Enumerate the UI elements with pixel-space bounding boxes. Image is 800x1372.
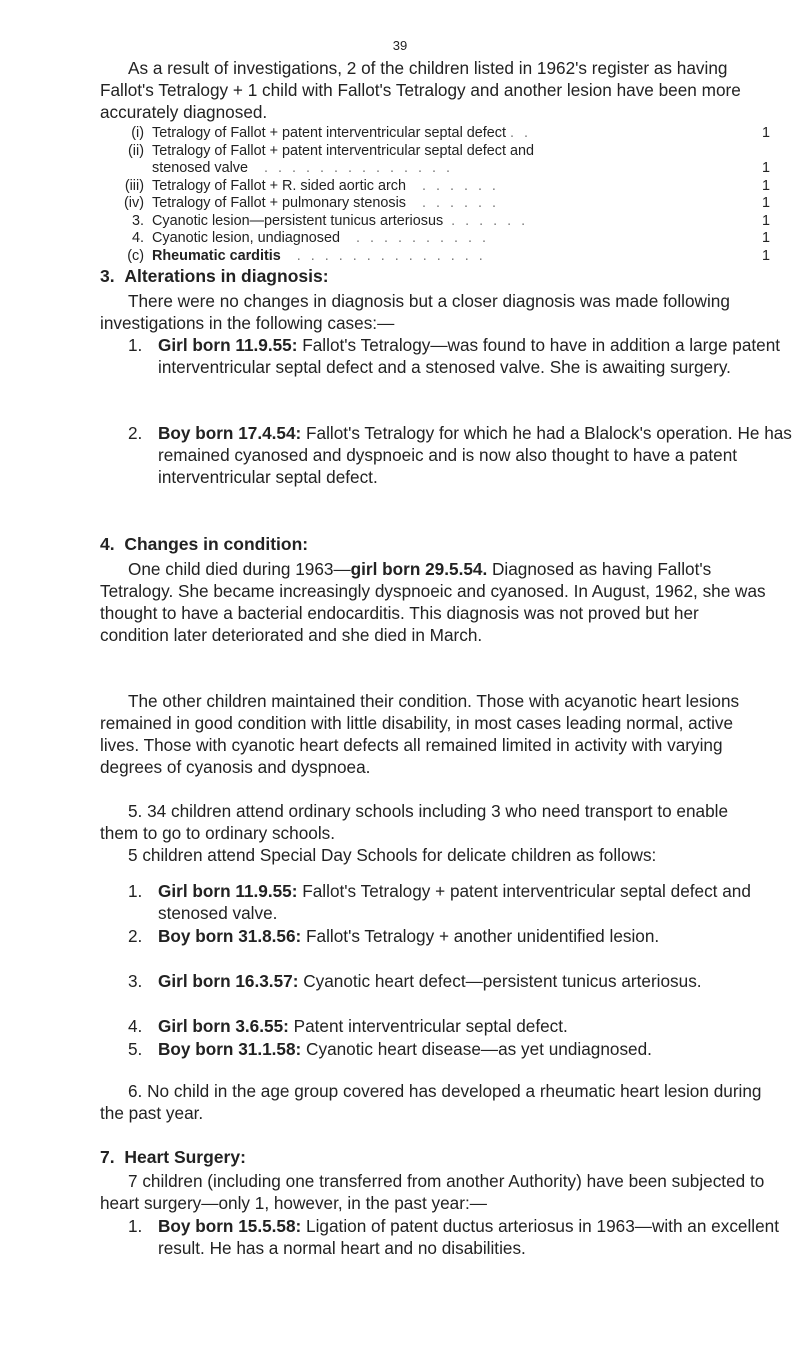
list-item-label: (i) (131, 125, 144, 141)
list-item (128, 334, 800, 378)
list-item-count: 1 (761, 212, 770, 229)
list-item (128, 422, 800, 488)
item-text: Patent interventricular septal defect. (288, 1016, 568, 1036)
list-item (128, 1038, 800, 1060)
list-item (106, 178, 770, 196)
item-label: Boy born 17.4.54: (158, 423, 302, 443)
paragraph-bold: girl born 29.5.54. (350, 559, 488, 579)
section-number: 3. (100, 266, 115, 286)
section-title: Changes in condition: (124, 534, 309, 554)
list-item-label: 4. (131, 230, 144, 246)
list-item (106, 143, 770, 161)
list-item-count: 1 (761, 230, 770, 246)
item-number: 1. (128, 1216, 143, 1236)
list-item-text: Tetralogy of Fallot + pulmonary stenosis (152, 195, 406, 211)
item-label: Boy born 31.8.56: (158, 926, 302, 946)
list-item-text: Rheumatic carditis (152, 247, 281, 264)
list-item (128, 1015, 800, 1037)
paragraph-text: Diagnosed as having Fallot's Tetralogy. She became increasingly dyspnoeic and cyanosed. In August, 1962, she was thought to have a bacterial endocarditis. This diagnosis was not proved but her condition later deteriorated and she died in March. (100, 559, 766, 645)
item-number: 2. (128, 926, 143, 946)
intro-paragraph: As a result of investigations, 2 of the children listed in 1962's register as having Fallot's Tetralogy + 1 child with Fallot's Tetralogy and another lesion have been more accurately diagnosed. (100, 58, 741, 122)
item-number: 1. (128, 335, 143, 355)
list-item-count: 1 (761, 247, 770, 264)
list-item (128, 970, 800, 992)
list-item-text: stenosed valve (152, 160, 248, 176)
list-item-label: 3. (131, 212, 144, 229)
section-heading (100, 533, 308, 555)
paragraph (100, 558, 770, 646)
item-text: Ligation of patent ductus arteriosus in 1963—with an excellent result. He has a normal heart and no disabilities. (158, 1216, 780, 1258)
page-number: 39 (392, 38, 408, 53)
item-number: 2. (128, 423, 143, 443)
list-item-dots: . . . . . . . . . . (356, 230, 489, 246)
section-title: Alterations in diagnosis: (124, 266, 329, 286)
list-item-dots: . . . . . . . . . . . . . . (264, 160, 453, 176)
list-item-label: (ii) (128, 142, 144, 159)
paragraph-text: One child died during 1963— (128, 559, 351, 579)
list-item-label: (iv) (124, 195, 144, 211)
list-item (106, 248, 770, 266)
item-label: Girl born 11.9.55: (158, 881, 298, 901)
section-number: 7. (100, 1147, 115, 1167)
paragraph: The other children maintained their condition. Those with acyanotic heart lesions remained in good condition with little disability, in most cases leading normal, active lives. Those with cyanotic heart defects all remained limited in activity with varying degrees of cyanosis and dyspnoea. (100, 691, 740, 777)
list-item (106, 160, 770, 178)
section-title: Heart Surgery: (124, 1147, 246, 1167)
list-item-count: 1 (761, 177, 770, 194)
section-number: 4. (100, 534, 115, 554)
item-text: Fallot's Tetralogy + patent interventricular septal defect and stenosed valve. (158, 881, 751, 923)
item-label: Girl born 16.3.57: (158, 971, 299, 991)
section-heading (100, 1146, 246, 1168)
list-item (106, 195, 770, 213)
item-number: 3. (128, 971, 143, 991)
item-number: 1. (128, 881, 143, 901)
item-number: 5. (128, 1039, 143, 1059)
list-item-text: Tetralogy of Fallot + R. sided aortic arch (152, 177, 406, 194)
list-item-dots: . . . . . . . . . . . . . . (296, 247, 486, 264)
list-item-text: Tetralogy of Fallot + patent interventricular septal defect (152, 125, 506, 141)
list-item-dots: . . (509, 125, 531, 141)
list-item-dots: . . . . . . (451, 212, 529, 229)
section-heading (100, 265, 329, 287)
list-item (128, 925, 800, 947)
list-item-label: (iii) (124, 177, 144, 194)
list-item-text: Tetralogy of Fallot + patent interventricular septal defect and (152, 142, 534, 159)
paragraph: There were no changes in diagnosis but a closer diagnosis was made following investigations in the following cases:— (100, 291, 730, 333)
item-number: 4. (128, 1016, 143, 1036)
item-text: Fallot's Tetralogy—was found to have in addition a large patent interventricular septal defect and a stenosed valve. She is awaiting surgery. (158, 335, 781, 377)
paragraph: 6. No child in the age group covered has developed a rheumatic heart lesion during the past year. (100, 1081, 762, 1123)
list-item (106, 230, 770, 248)
item-text: Fallot's Tetralogy + another unidentified lesion. (301, 926, 660, 946)
list-item-dots: . . . . . . (421, 177, 499, 194)
item-label: Boy born 15.5.58: (158, 1216, 302, 1236)
paragraph: 7 children (including one transferred from another Authority) have been subjected to heart surgery—only 1, however, in the past year:— (100, 1171, 765, 1213)
list-item (128, 880, 800, 924)
item-label: Boy born 31.1.58: (158, 1039, 302, 1059)
item-text: Cyanotic heart defect—persistent tunicus arteriosus. (298, 971, 702, 991)
list-item-text: Cyanotic lesion, undiagnosed (152, 230, 341, 246)
list-item-dots: . . . . . . (421, 195, 499, 211)
diagnosis-list (106, 125, 770, 265)
list-item-count: 1 (761, 160, 770, 176)
list-item-text: Cyanotic lesion—persistent tunicus arteriosus (152, 212, 444, 229)
item-label: Girl born 3.6.55: (158, 1016, 289, 1036)
list-item (106, 213, 770, 231)
item-label: Girl born 11.9.55: (158, 335, 298, 355)
item-text: Cyanotic heart disease—as yet undiagnosed. (301, 1039, 652, 1059)
paragraph: 5. 34 children attend ordinary schools including 3 who need transport to enable them to go to ordinary schools. (100, 801, 729, 843)
list-item-count: 1 (761, 125, 770, 141)
list-item-count: 1 (761, 195, 770, 211)
item-text: Fallot's Tetralogy for which he had a Blalock's operation. He has remained cyanosed and dyspnoeic and is now also thought to have a patent interventricular septal defect. (158, 423, 792, 487)
paragraph: 5 children attend Special Day Schools for delicate children as follows: (128, 845, 657, 865)
list-item-label: (c) (127, 247, 144, 264)
list-item (128, 1215, 800, 1259)
list-item (106, 125, 770, 143)
